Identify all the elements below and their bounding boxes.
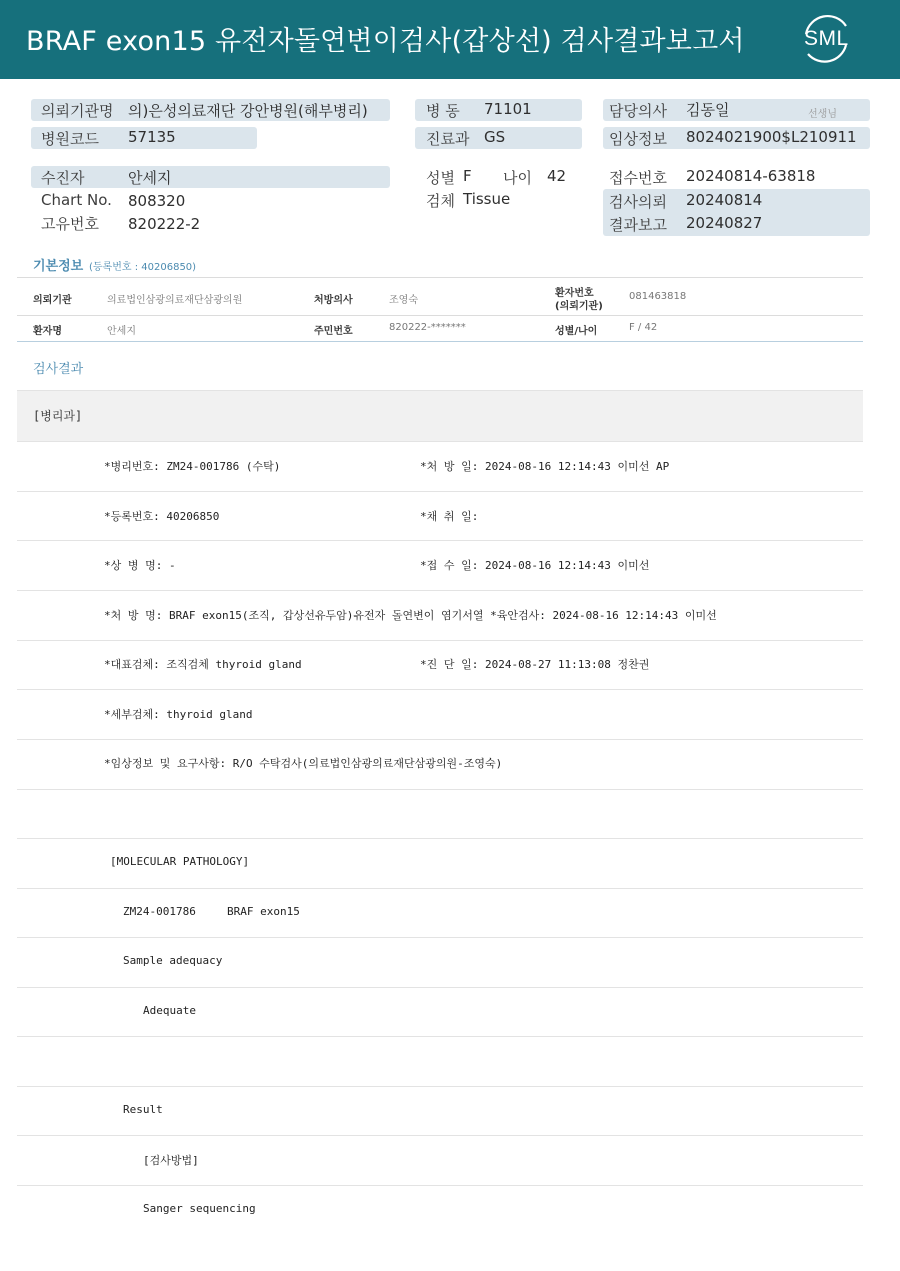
basic-presc-label: 처방의사 bbox=[314, 295, 353, 306]
row-divider bbox=[17, 789, 863, 790]
row-divider bbox=[17, 739, 863, 740]
basic-info-reg: (등록번호 : 40206850) bbox=[89, 262, 197, 273]
hospital-label: 의뢰기관명 bbox=[41, 102, 114, 120]
chart-label: Chart No. bbox=[41, 191, 112, 209]
specimen-label: 검체 bbox=[426, 192, 455, 210]
representative-specimen: *대표검체: 조직검체 thyroid gland bbox=[104, 658, 302, 671]
receipt-value: 20240814-63818 bbox=[686, 167, 816, 185]
clinical-value: 8024021900$L210911 bbox=[686, 128, 857, 146]
sex-value: F bbox=[463, 167, 472, 185]
doctor-value: 김동일 bbox=[686, 101, 730, 119]
result-label: Result bbox=[123, 1103, 163, 1116]
pathology-number: *병리번호: ZM24-001786 (수탁) bbox=[104, 460, 281, 473]
basic-sexage-label: 성별/나이 bbox=[555, 326, 598, 337]
basic-pname-label: 환자명 bbox=[33, 326, 62, 337]
receipt-date: *접 수 일: 2024-08-16 12:14:43 이미선 bbox=[420, 559, 650, 572]
patient-value: 안세지 bbox=[128, 169, 172, 187]
diagnosis-date: *진 단 일: 2024-08-27 11:13:08 정찬권 bbox=[420, 658, 650, 671]
receipt-label: 접수번호 bbox=[609, 169, 667, 187]
basic-divider-2 bbox=[17, 315, 863, 316]
order-date: *처 방 일: 2024-08-16 12:14:43 이미선 AP bbox=[420, 460, 670, 473]
row-divider bbox=[17, 640, 863, 641]
ward-value: 71101 bbox=[484, 100, 532, 118]
row-divider bbox=[17, 491, 863, 492]
row-divider bbox=[17, 689, 863, 690]
row-divider bbox=[17, 888, 863, 889]
specimen-value: Tissue bbox=[463, 190, 511, 208]
dept-text: [병리과] bbox=[33, 409, 83, 423]
row-divider bbox=[17, 987, 863, 988]
basic-pno-label-1: 환자번호 bbox=[555, 288, 594, 299]
report-title: BRAF exon15 유전자돌연변이검사(갑상선) 검사결과보고서 bbox=[26, 26, 745, 57]
sample-adequacy-label: Sample adequacy bbox=[123, 954, 223, 967]
sex-label: 성별 bbox=[426, 169, 455, 187]
request-value: 20240814 bbox=[686, 191, 763, 209]
row-divider bbox=[17, 1185, 863, 1186]
molecular-pathology-heading: [MOLECULAR PATHOLOGY] bbox=[110, 855, 250, 868]
mp-test-name: BRAF exon15 bbox=[227, 905, 300, 918]
basic-pno-label-2: (의뢰기관) bbox=[555, 301, 603, 312]
row-divider bbox=[17, 540, 863, 541]
report-value: 20240827 bbox=[686, 214, 763, 232]
dept-value: GS bbox=[484, 128, 506, 146]
detail-specimen: *세부검체: thyroid gland bbox=[104, 708, 253, 721]
age-value: 42 bbox=[547, 167, 567, 185]
doctor-suffix: 선생님 bbox=[808, 109, 837, 120]
chart-value: 808320 bbox=[128, 192, 186, 210]
hospital-value: 의)은성의료재단 강안병원(해부병리) bbox=[128, 102, 368, 120]
row-divider bbox=[17, 390, 863, 391]
basic-divider-1 bbox=[17, 277, 863, 278]
dept-row bbox=[17, 391, 863, 441]
unique-value: 820222-2 bbox=[128, 215, 201, 233]
basic-sexage-value: F / 42 bbox=[629, 322, 658, 333]
hospital-code-label: 병원코드 bbox=[41, 130, 99, 148]
clinical-request: *임상정보 및 요구사항: R/O 수탁검사(의료법인삼광의료재단삼광의원-조영숙) bbox=[104, 757, 503, 770]
method-label: [검사방법] bbox=[143, 1154, 199, 1167]
ward-label: 병 동 bbox=[426, 102, 460, 120]
doctor-label: 담당의사 bbox=[609, 102, 667, 120]
basic-org-value: 의료법인삼광의료재단삼광의원 bbox=[107, 295, 243, 306]
dept-label: 진료과 bbox=[426, 130, 470, 148]
patient-label: 수진자 bbox=[41, 169, 85, 187]
age-label: 나이 bbox=[503, 169, 532, 187]
row-divider bbox=[17, 441, 863, 442]
hospital-code-value: 57135 bbox=[128, 128, 176, 146]
basic-info-title: 기본정보 bbox=[33, 259, 84, 274]
request-label: 검사의뢰 bbox=[609, 193, 667, 211]
report-label: 결과보고 bbox=[609, 216, 667, 234]
clinical-label: 임상정보 bbox=[609, 130, 667, 148]
collection-date: *채 취 일: bbox=[420, 510, 479, 523]
row-divider bbox=[17, 1135, 863, 1136]
row-divider bbox=[17, 838, 863, 839]
basic-rrn-value: 820222-******* bbox=[389, 322, 466, 333]
row-divider bbox=[17, 1086, 863, 1087]
diagnosis-name: *상 병 명: - bbox=[104, 559, 176, 572]
row-divider bbox=[17, 937, 863, 938]
registration-number: *등록번호: 40206850 bbox=[104, 510, 220, 523]
basic-rrn-label: 주민번호 bbox=[314, 326, 353, 337]
mp-case-id: ZM24-001786 bbox=[123, 905, 196, 918]
row-divider bbox=[17, 590, 863, 591]
basic-org-label: 의뢰기관 bbox=[33, 295, 72, 306]
basic-pname-value: 안세지 bbox=[107, 326, 136, 337]
row-divider bbox=[17, 1036, 863, 1037]
patient-tag bbox=[31, 166, 390, 188]
unique-label: 고유번호 bbox=[41, 215, 99, 233]
order-name: *처 방 명: BRAF exon15(조직, 갑상선유두암)유전자 돌연변이 염기서열 *육안검사: 2024-08-16 12:14:43 이미선 bbox=[104, 609, 717, 622]
logo-text: SML bbox=[804, 27, 849, 50]
basic-presc-value: 조영숙 bbox=[389, 295, 418, 306]
report-header bbox=[0, 0, 900, 79]
sample-adequacy-value: Adequate bbox=[143, 1004, 196, 1017]
method-value: Sanger sequencing bbox=[143, 1202, 256, 1215]
result-header bbox=[17, 341, 863, 391]
basic-pno-value: 081463818 bbox=[629, 291, 687, 302]
result-title: 검사결과 bbox=[33, 362, 84, 377]
